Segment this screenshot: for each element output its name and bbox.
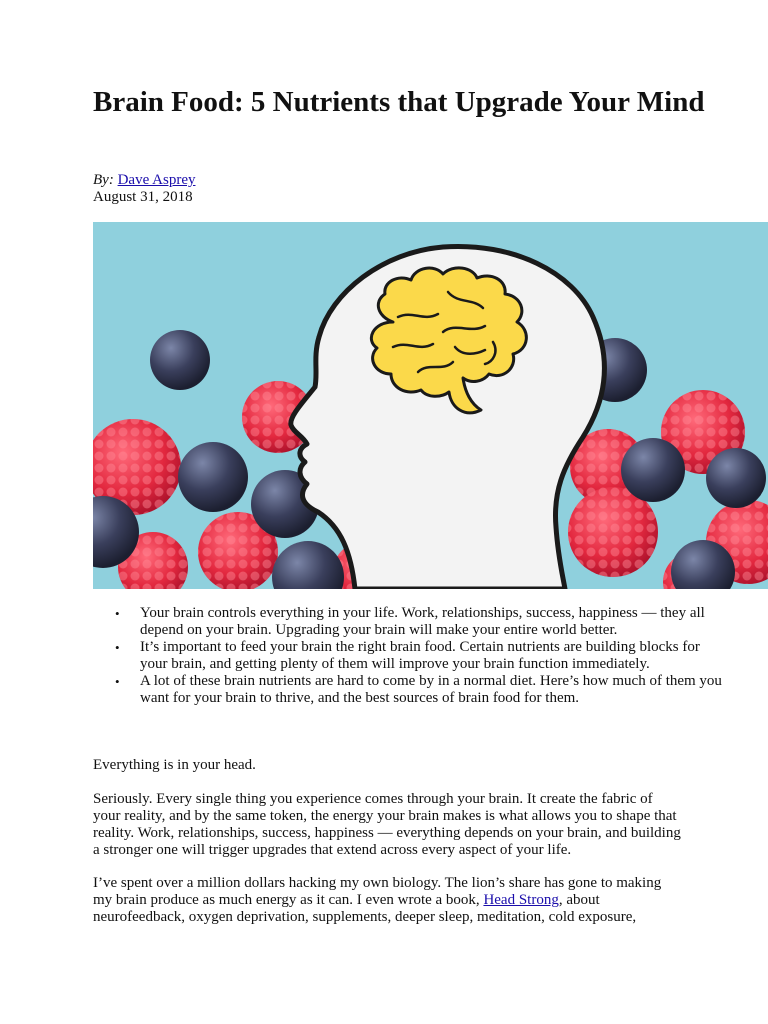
paragraph-body: Seriously. Every single thing you experience comes through your brain. It create the fabric of your reality, and by the same token, the energy your brain makes is what allows you to shape that reality. Work, relationships, success, happiness — everything depends on your brain, and building a stronger one will trigger upgrades that extend across every aspect of your life. [93,791,681,858]
list-item: • It’s important to feed your brain the right brain food. Certain nutrients are building blocks for your brain, and getting plenty of them will improve your brain function immediately. [140,639,730,673]
by-label: By: [93,172,114,188]
paragraph-text: I’ve spent over a million dollars hacking my own biology. The lion’s share has gone to making my brain produce as much energy as it can. I even wrote a book, [93,875,662,908]
paragraph-biology [93,875,683,926]
hero-image [93,222,768,589]
paragraph-text: , about neurofeedback, oxygen deprivation, supplements, deeper sleep, meditation, cold exposure, [93,892,637,925]
article-title: Brain Food: 5 Nutrients that Upgrade Your Mind [93,86,705,118]
book-link[interactable]: Head Strong [483,892,559,908]
summary-list [93,605,730,707]
author-link[interactable]: Dave Asprey [117,172,196,188]
list-item: • A lot of these brain nutrients are hard to come by in a normal diet. Here’s how much of them you want for your brain to thrive, and the best sources of brain food for them. [140,673,730,707]
paragraph-intro: Everything is in your head. [93,757,256,773]
byline [93,172,195,189]
list-item: • Your brain controls everything in your life. Work, relationships, success, happiness — they all depend on your brain. Upgrading your brain will make your entire world better. [140,605,730,639]
publish-date: August 31, 2018 [93,189,193,205]
